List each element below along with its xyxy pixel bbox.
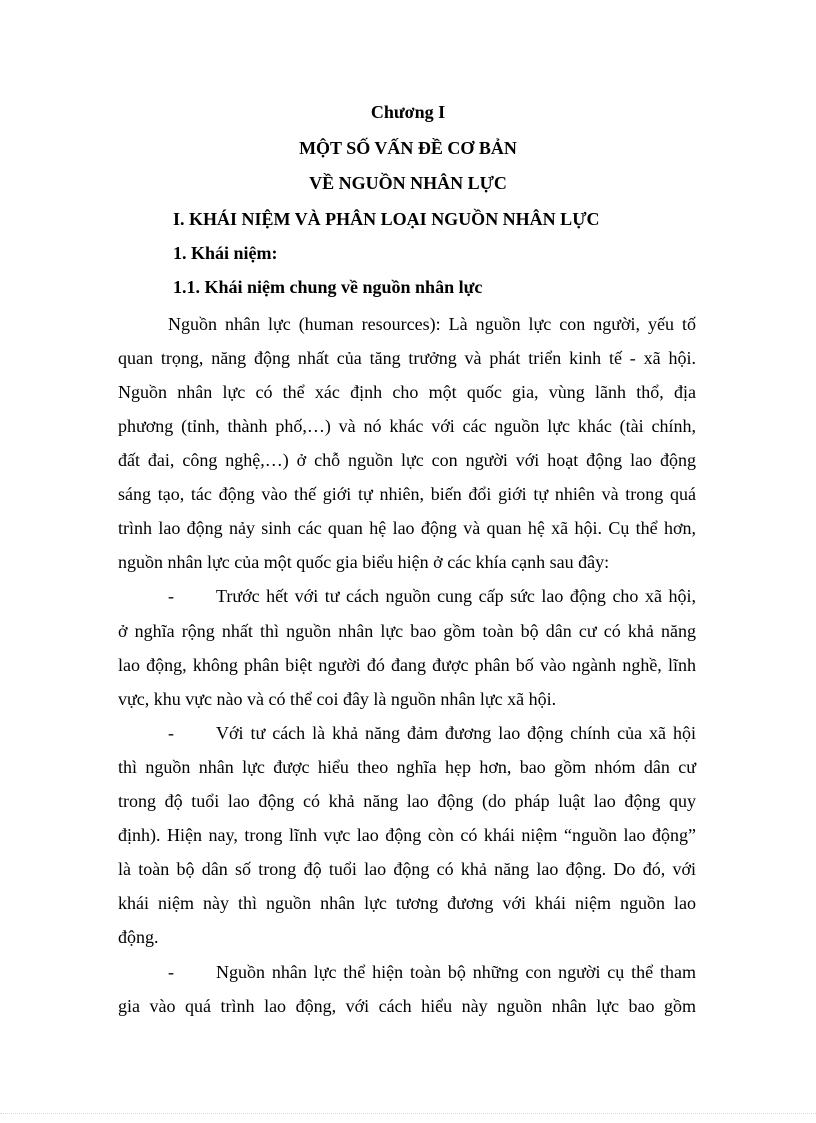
page-bottom-border [0,1113,816,1114]
paragraph-line: nguồn nhân lực của một quốc gia biểu hiện ở các khía cạnh sau đây: [118,552,610,572]
section-heading: I. KHÁI NIỆM VÀ PHÂN LOẠI NGUỒN NHÂN LỰC [173,209,600,229]
subsubsection-heading: 1.1. Khái niệm chung về nguồn nhân lực [173,277,483,297]
paragraph-line: sáng tạo, tác động vào thế giới tự nhiên, biến đổi giới tự nhiên và trong quá [118,484,696,504]
bullet-line: động. [118,927,159,947]
bullet-line: thì nguồn nhân lực được hiểu theo nghĩa hẹp hơn, bao gồm nhóm dân cư [118,757,696,777]
chapter-title: Chương I [370,102,446,122]
paragraph-line: Nguồn nhân lực (human resources): Là nguồn lực con người, yếu tố [168,314,696,334]
chapter-subtitle-2: VỀ NGUỒN NHÂN LỰC [309,173,507,193]
bullet-marker: - [168,586,174,606]
paragraph-line: quan trọng, năng động nhất của tăng trưởng và phát triển kinh tế - xã hội. [118,348,696,368]
bullet-line: khái niệm này thì nguồn nhân lực tương đương với khái niệm nguồn lao [118,893,696,913]
bullet-line: định). Hiện nay, trong lĩnh vực lao động còn có khái niệm “nguồn lao động” [118,825,696,845]
bullet-line: Trước hết với tư cách nguồn cung cấp sức lao động cho xã hội, [216,586,696,606]
paragraph-line: trình lao động nảy sinh các quan hệ lao động và quan hệ xã hội. Cụ thể hơn, [118,518,696,538]
paragraph-line: phương (tỉnh, thành phố,…) và nó khác với các nguồn lực khác (tài chính, [118,416,696,436]
bullet-line: Nguồn nhân lực thể hiện toàn bộ những con người cụ thể tham [216,962,696,982]
bullet-line: gia vào quá trình lao động, với cách hiểu này nguồn nhân lực bao gồm [118,996,696,1016]
paragraph-line: Nguồn nhân lực có thể xác định cho một quốc gia, vùng lãnh thổ, địa [118,382,696,402]
bullet-line: lao động, không phân biệt người đó đang được phân bố vào ngành nghề, lĩnh [118,655,696,675]
bullet-line: ở nghĩa rộng nhất thì nguồn nhân lực bao gồm toàn bộ dân cư có khả năng [118,621,696,641]
bullet-marker: - [168,723,174,743]
bullet-marker: - [168,962,174,982]
paragraph-line: đất đai, công nghệ,…) ở chỗ nguồn lực con người với hoạt động lao động [118,450,696,470]
bullet-line: trong độ tuổi lao động có khả năng lao động (do pháp luật lao động quy [118,791,696,811]
bullet-line: là toàn bộ dân số trong độ tuổi lao động có khả năng lao động. Do đó, với [118,859,696,879]
subsection-heading: 1. Khái niệm: [173,243,278,263]
bullet-line: vực, khu vực nào và có thể coi đây là nguồn nhân lực xã hội. [118,689,557,709]
chapter-subtitle-1: MỘT SỐ VẤN ĐỀ CƠ BẢN [299,138,517,158]
bullet-line: Với tư cách là khả năng đảm đương lao động chính của xã hội [216,723,696,743]
